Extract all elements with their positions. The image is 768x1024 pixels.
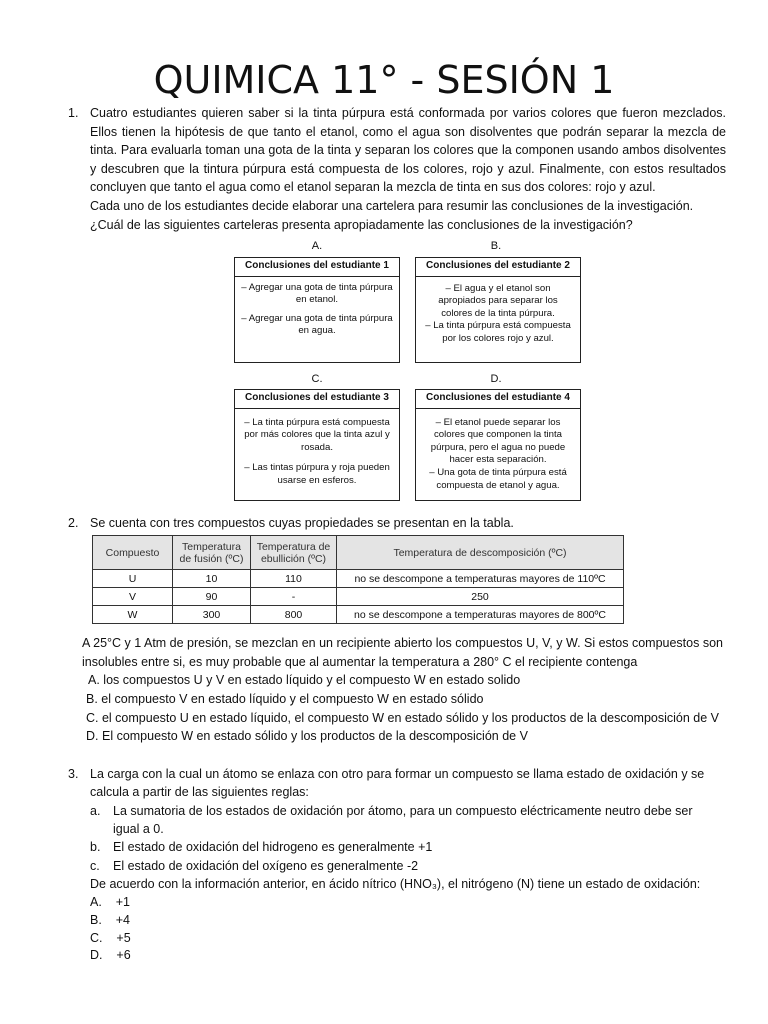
- q1-question: ¿Cuál de las siguientes carteleras presenta apropiadamente las conclusiones de la investigación?: [90, 218, 633, 232]
- q2-option-d: [86, 727, 528, 746]
- table-cell: W: [93, 606, 173, 624]
- q3-rule-a-cont: igual a 0.: [113, 822, 164, 836]
- q3-rule-c-letter: c.: [90, 859, 100, 873]
- card-b-header: Conclusiones del estudiante 2: [416, 258, 580, 277]
- q3-number: 3.: [68, 767, 79, 781]
- option-letter: B.: [86, 692, 98, 706]
- table-header-cell: Temperatura de fusión (ºC): [173, 536, 251, 570]
- card-b-line-1: – El agua y el etanol son apropiados para separar los colores de la tinta púrpura.: [438, 282, 558, 319]
- q2-option-c: [86, 709, 719, 728]
- q3-option-d: [90, 946, 131, 965]
- card-a-header: Conclusiones del estudiante 1: [235, 258, 399, 277]
- table-cell: U: [93, 570, 173, 588]
- option-text: el compuesto U en estado líquido, el compuesto W en estado sólido y los productos de la descomposición de V: [101, 711, 720, 725]
- option-text: El compuesto W en estado sólido y los productos de la descomposición de V: [101, 729, 528, 743]
- q2-option-a: [88, 671, 520, 690]
- table-cell: V: [93, 588, 173, 606]
- option-text: el compuesto V en estado líquido y el compuesto W en estado sólido: [101, 692, 484, 706]
- option-text: +6: [116, 948, 131, 962]
- table-cell: 250: [337, 588, 624, 606]
- q1-text: Cuatro estudiantes quieren saber si la tinta púrpura está conformada por varios colores que fueron mezclados. Ellos tienen la hipótesis de que tanto el etanol, como el agua son disolventes que podrán separar la mezcla de tinta. Para evaluarla toman una gota de la tinta y separan los colores que la componen usando ambos disolventes y descubren que la tintura púrpura está compuesta de los colores, rojo y azul. Finalmente, con estos resultados concluyen que tanto el agua como el etanol separan la mezcla de tinta en sus dos colores: rojo y azul.: [90, 106, 726, 195]
- option-letter: D.: [86, 729, 99, 743]
- table-cell: -: [251, 588, 337, 606]
- q3-rule-b-letter: b.: [90, 840, 101, 854]
- q3-rule-b-text: El estado de oxidación del hidrogeno es generalmente +1: [113, 840, 433, 854]
- q2-intro: Se cuenta con tres compuestos cuyas propiedades se presentan en la tabla.: [90, 516, 514, 530]
- q2-stem-line-2: insolubles entre si, es muy probable que al aumentar la temperatura a 280° C el recipiente contenga: [82, 655, 638, 669]
- table-cell: 300: [173, 606, 251, 624]
- card-c-letter: C.: [311, 373, 323, 385]
- card-a-line-2: – Agregar una gota de tinta púrpura en agua.: [241, 312, 393, 337]
- card-b: [415, 257, 581, 363]
- card-c-line-1: – La tinta púrpura está compuesta por más colores que la tinta azul y rosada.: [244, 416, 390, 453]
- card-b-letter: B.: [490, 240, 502, 252]
- table-cell: 90: [173, 588, 251, 606]
- q1-number: 1.: [68, 106, 79, 120]
- table-header-row: [93, 536, 624, 570]
- option-letter: A.: [90, 895, 102, 909]
- q3-rule-a-text: La sumatoria de los estados de oxidación por átomo, para un compuesto eléctricamente neutro debe ser: [113, 804, 693, 818]
- card-a: [234, 257, 400, 363]
- q2-number: 2.: [68, 516, 79, 530]
- table-header-cell: Temperatura de descomposición (ºC): [337, 536, 624, 570]
- table-cell: no se descompone a temperaturas mayores de 110ºC: [337, 570, 624, 588]
- q2-option-b: [86, 690, 483, 709]
- q3-line-1: La carga con la cual un átomo se enlaza con otro para formar un compuesto se llama estado de oxidación y se: [90, 767, 705, 781]
- q3-line-2: calcula a partir de las siguientes reglas:: [90, 785, 309, 799]
- option-letter: C.: [90, 931, 103, 945]
- table-row: [93, 588, 624, 606]
- table-row: [93, 606, 624, 624]
- table-cell: 10: [173, 570, 251, 588]
- page-title: QUIMICA 11° - SESIÓN 1: [153, 58, 615, 102]
- card-a-line-1: – Agregar una gota de tinta púrpura en etanol.: [241, 281, 393, 306]
- card-d-header: Conclusiones del estudiante 4: [416, 390, 580, 409]
- q1-text2: Cada uno de los estudiantes decide elaborar una cartelera para resumir las conclusiones de la investigación.: [90, 199, 694, 213]
- option-letter: C.: [86, 711, 99, 725]
- q2-stem-line-1: A 25°C y 1 Atm de presión, se mezclan en un recipiente abierto los compuestos U, V, y W. Si estos compuestos son: [82, 636, 723, 650]
- card-d-line-1: – El etanol puede separar los colores que componen la tinta púrpura, pero el agua no puede hacer esta separación.: [430, 416, 566, 466]
- q3-rule-c-text: El estado de oxidación del oxígeno es generalmente -2: [113, 859, 419, 873]
- card-c: [234, 389, 400, 501]
- card-d-line-2: – Una gota de tinta púrpura está compuesta de etanol y agua.: [429, 466, 567, 491]
- q3-option-a: [90, 893, 130, 912]
- table-cell: 800: [251, 606, 337, 624]
- q3-rule-a-letter: a.: [90, 804, 101, 818]
- option-letter: D.: [90, 948, 103, 962]
- q3-question: De acuerdo con la información anterior, en ácido nítrico (HNO₃), el nitrógeno (N) tiene un estado de oxidación:: [90, 877, 701, 891]
- option-text: +4: [115, 913, 130, 927]
- card-b-line-2: – La tinta púrpura está compuesta por los colores rojo y azul.: [425, 320, 571, 344]
- table-header-cell: Compuesto: [93, 536, 173, 570]
- option-letter: B.: [90, 913, 102, 927]
- table-header-cell: Temperatura de ebullición (ºC): [251, 536, 337, 570]
- card-d: [415, 389, 581, 501]
- card-c-line-2: – Las tintas púrpura y roja pueden usarse en esferos.: [244, 462, 390, 486]
- option-text: +1: [115, 895, 130, 909]
- card-c-header: Conclusiones del estudiante 3: [235, 390, 399, 409]
- table-cell: 110: [251, 570, 337, 588]
- table-row: [93, 570, 624, 588]
- card-d-letter: D.: [490, 373, 502, 385]
- option-text: los compuestos U y V en estado líquido y el compuesto W en estado solido: [103, 673, 521, 687]
- card-a-letter: A.: [311, 240, 323, 252]
- properties-table: [92, 535, 624, 624]
- q3-option-b: [90, 911, 130, 930]
- q3-option-c: [90, 929, 131, 948]
- option-text: +5: [116, 931, 131, 945]
- option-letter: A.: [88, 673, 100, 687]
- table-cell: no se descompone a temperaturas mayores de 800ºC: [337, 606, 624, 624]
